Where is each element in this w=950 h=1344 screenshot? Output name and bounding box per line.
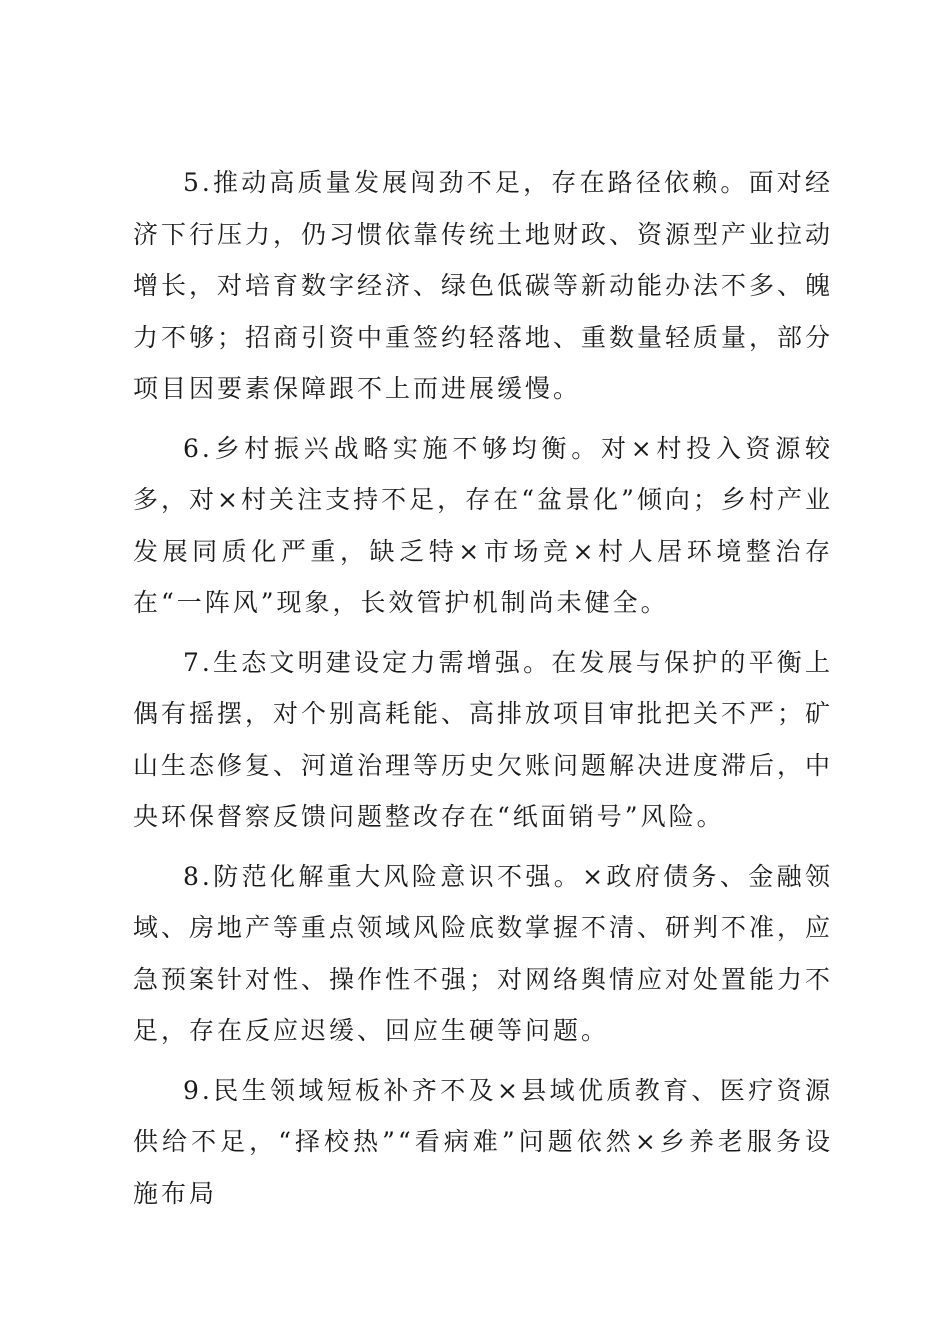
- paragraph-5: 5.推动高质量发展闯劲不足，存在路径依赖。面对经济下行压力，仍习惯依靠传统土地财政、资源型产业拉动增长，对培育数字经济、绿色低碳等新动能办法不多、魄力不够；招商引资中重签约轻落地、重数量轻质量，部分项目因要素保障跟不上而进展缓慢。: [133, 168, 834, 403]
- document-body: [133, 157, 833, 1227]
- paragraph-9: 9.民生领域短板补齐不及×县域优质教育、医疗资源供给不足，“择校热”“看病难”问题依然×乡养老服务设施布局: [133, 1075, 833, 1208]
- paragraph-7: 7.生态文明建设定力需增强。在发展与保护的平衡上偶有摇摆，对个别高耗能、高排放项目审批把关不严；矿山生态修复、河道治理等历史欠账问题解决进度滞后，中央环保督察反馈问题整改存在“纸面销号”风险。: [133, 647, 834, 831]
- paragraph-8: 8.防范化解重大风险意识不强。×政府债务、金融领域、房地产等重点领域风险底数掌握不清、研判不准，应急预案针对性、操作性不强；对网络舆情应对处置能力不足，存在反应迟缓、回应生硬等问题。: [133, 861, 834, 1045]
- paragraph-6: 6.乡村振兴战略实施不够均衡。对×村投入资源较多，对×村关注支持不足，存在“盆景化”倾向；乡村产业发展同质化严重，缺乏特×市场竞×村人居环境整治存在“一阵风”现象，长效管护机制尚未健全。: [133, 433, 833, 617]
